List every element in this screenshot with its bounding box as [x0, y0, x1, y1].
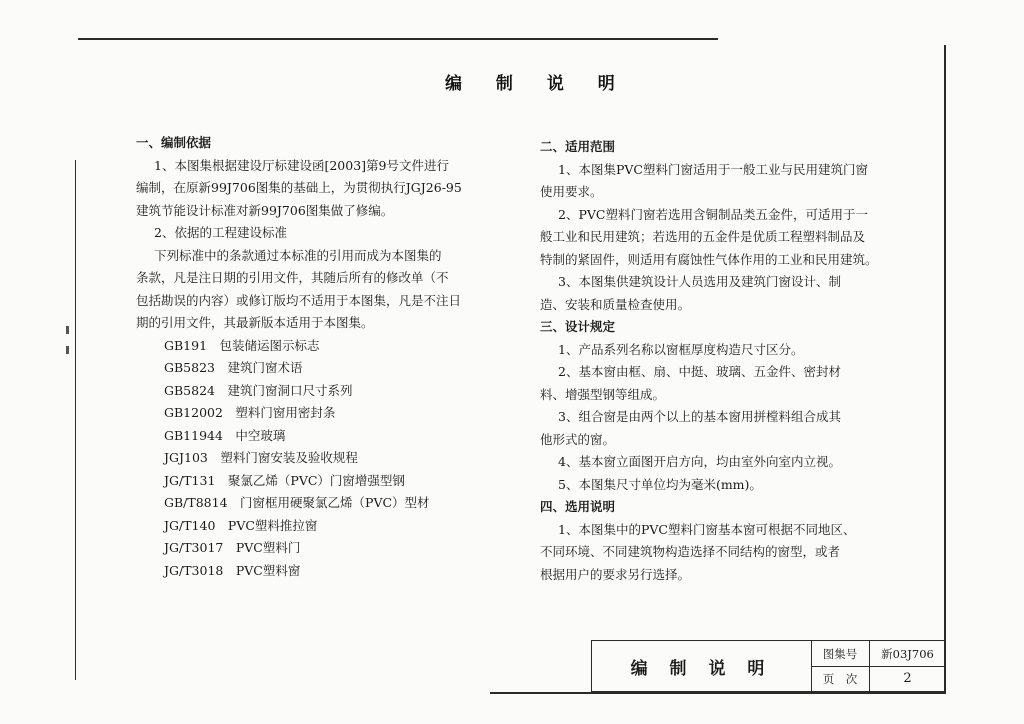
title-block [591, 640, 945, 692]
paragraph-line: 使用要求。 [540, 184, 603, 199]
bottom-border-line [490, 692, 946, 694]
paragraph-line: 编制，在原新99J706图集的基础上，为贯彻执行JGJ26-95 [136, 180, 462, 195]
atlas-number-value: 新03J706 [881, 646, 934, 661]
standard-item: JG/T3018 PVC塑料窗 [164, 562, 301, 578]
paragraph-line: 5、本图集尺寸单位均为毫米(mm)。 [558, 476, 762, 492]
page-number-value: 2 [903, 671, 912, 686]
section-heading: 一、编制依据 [136, 135, 212, 150]
paragraph-line: 1、产品系列名称以窗框厚度构造尺寸区分。 [558, 341, 804, 357]
standard-item: GB12002 塑料门窗用密封条 [164, 405, 336, 420]
section-heading: 四、选用说明 [540, 499, 616, 514]
paragraph-line: 特制的紧固件，则适用有腐蚀性气体作用的工业和民用建筑。 [540, 251, 878, 267]
paragraph-line: 他形式的窗。 [540, 431, 616, 447]
paragraph-line: 不同环境、不同建筑物构造选择不同结构的窗型，或者 [540, 544, 841, 559]
section-heading: 三、设计规定 [540, 319, 616, 334]
paragraph-line: 3、组合窗是由两个以上的基本窗用拼樘料组合成其 [558, 409, 841, 424]
top-border-line [78, 38, 718, 40]
paragraph-line: 1、本图集PVC塑料门窗适用于一般工业与民用建筑门窗 [558, 161, 868, 177]
standard-item: JG/T131 聚氯乙烯（PVC）门窗增强型钢 [164, 472, 405, 488]
standard-item: GB5823 建筑门窗术语 [164, 360, 303, 375]
paragraph-line: 造、安装和质量检查使用。 [540, 296, 691, 312]
standard-item: GB11944 中空玻璃 [164, 427, 286, 443]
right-column [540, 136, 878, 586]
atlas-number-label: 图集号 [822, 646, 858, 661]
paragraph-line: 1、本图集中的PVC塑料门窗基本窗可根据不同地区、 [558, 521, 856, 537]
paragraph-line: 4、基本窗立面图开启方向，均由室外向室内立视。 [558, 454, 841, 469]
section-heading: 二、适用范围 [540, 139, 616, 154]
page-title: 编 制 说 明 [445, 74, 629, 94]
right-border-line [944, 45, 946, 693]
standard-item: JGJ103 塑料门窗安装及验收规程 [164, 450, 358, 465]
paragraph-line: 条款，凡是注日期的引用文件，其随后所有的修改单（不 [136, 270, 449, 285]
paragraph-line: 般工业和民用建筑；若选用的五金件是优质工程塑料制品及 [540, 229, 866, 244]
binding-mark [66, 326, 69, 334]
paragraph-line: 根据用户的要求另行选择。 [540, 566, 691, 582]
left-border-line [75, 160, 76, 680]
paragraph-line: 期的引用文件，其最新版本适用于本图集。 [136, 315, 374, 330]
paragraph-line: 包括勘误的内容）或修订版均不适用于本图集，凡是不注日 [136, 292, 462, 308]
paragraph-line: 建筑节能设计标准对新99J706图集做了修编。 [136, 202, 394, 218]
standard-item: GB191 包装储运图示标志 [164, 337, 320, 353]
paragraph-line: 2、PVC塑料门窗若选用含铜制品类五金件，可适用于一 [558, 206, 868, 222]
binding-mark [66, 346, 69, 354]
paragraph-line: 料、增强型钢等组成。 [540, 386, 666, 402]
standard-item: JG/T140 PVC塑料推拉窗 [164, 517, 318, 533]
paragraph-line: 3、本图集供建筑设计人员选用及建筑门窗设计、制 [558, 274, 841, 289]
standard-item: GB/T8814 门窗框用硬聚氯乙烯（PVC）型材 [164, 495, 430, 510]
standard-item: JG/T3017 PVC塑料门 [164, 540, 301, 555]
left-column [136, 132, 462, 582]
title-block-name: 编 制 说 明 [630, 658, 773, 679]
paragraph-line: 下列标准中的条款通过本标准的引用而成为本图集的 [154, 247, 442, 263]
paragraph-line: 2、依据的工程建设标准 [154, 225, 287, 240]
paragraph-line: 2、基本窗由框、扇、中挺、玻璃、五金件、密封材 [558, 364, 841, 379]
page-number-label: 页 次 [822, 671, 858, 686]
standard-item: GB5824 建筑门窗洞口尺寸系列 [164, 382, 353, 398]
paragraph-line: 1、本图集根据建设厅标建设函[2003]第9号文件进行 [154, 157, 449, 173]
